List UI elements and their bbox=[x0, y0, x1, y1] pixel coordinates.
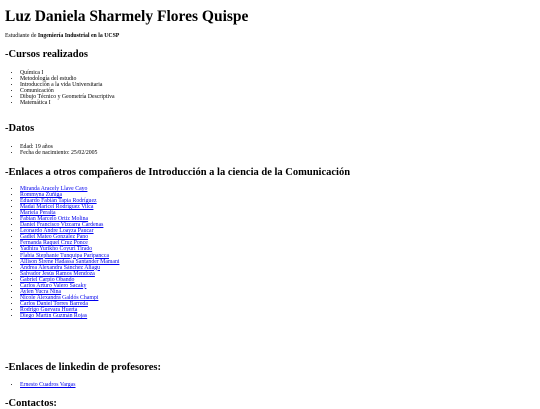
classmate-link[interactable]: Gabriel Carpio Obando bbox=[20, 276, 75, 283]
classmate-link[interactable]: Salvador Jesús Ramos Mendoza bbox=[20, 270, 95, 277]
course-item: Dibujo Técnico y Geometría Descriptiva bbox=[20, 94, 115, 101]
classmate-link[interactable]: Aylen Yucra Nina bbox=[20, 288, 62, 295]
professors-list bbox=[5, 382, 76, 388]
classmate-link[interactable]: Daniel Francisco Vizcarra Cárdenas bbox=[20, 222, 104, 229]
courses-list bbox=[5, 70, 115, 106]
personal-data-list bbox=[5, 144, 97, 156]
classmate-link[interactable]: Andrea Alexandra Sánchez Aliagu bbox=[20, 264, 100, 271]
classmate-link[interactable]: Fabian Marcelo Ortiz Molina bbox=[20, 216, 89, 223]
data-item: Fecha de nacimiento: 25/02/2005 bbox=[20, 150, 98, 157]
classmate-link[interactable]: Rommyna Zuñiga bbox=[20, 192, 63, 199]
classmate-link[interactable]: Fernanda Raquel Cruz Ponce bbox=[20, 240, 88, 247]
classmate-link[interactable]: Madai Maricel Rodríguez Vilca bbox=[20, 204, 94, 211]
page-title: Luz Daniela Sharmely Flores Quispe bbox=[5, 8, 249, 25]
subtitle-career: Ingeniería Industrial en la UCSP bbox=[37, 33, 120, 39]
classmate-link[interactable]: Leonardo Andre Loayza Paucar bbox=[20, 228, 94, 235]
list-item bbox=[20, 100, 115, 106]
classmate-link[interactable]: Allison Sirene Hadassa Santander Mamani bbox=[20, 258, 120, 265]
classmate-link[interactable]: Gadiel Mateo González Pano bbox=[20, 234, 89, 241]
course-item: Introducción a la vida Universitaria bbox=[20, 82, 103, 89]
list-item bbox=[20, 313, 120, 319]
classmate-link[interactable]: Rodrigo Guevara Huerta bbox=[20, 306, 78, 313]
classmate-link[interactable]: Carlos Daniel Torres Barreda bbox=[20, 300, 88, 307]
classmate-link[interactable]: Eduardo Fabián Tapia Rodríguez bbox=[20, 198, 97, 205]
professor-link[interactable]: Ernesto Cuadros Vargas bbox=[20, 382, 76, 388]
contacts-heading: -Contactos: bbox=[5, 398, 57, 409]
courses-heading: -Cursos realizados bbox=[5, 49, 88, 60]
course-item: Matemática I bbox=[20, 100, 51, 107]
course-item: Comunicación bbox=[20, 88, 54, 95]
linkedin-heading: -Enlaces de linkedin de profesores: bbox=[5, 362, 161, 373]
classmate-link[interactable]: Mariela Peralta bbox=[20, 210, 56, 217]
list-item bbox=[20, 150, 97, 156]
classmate-link[interactable]: Diego Martín Guzmán Rojas bbox=[20, 312, 88, 319]
list-item bbox=[20, 382, 76, 388]
student-subtitle bbox=[5, 33, 119, 39]
course-item: Química I bbox=[20, 70, 44, 76]
classmate-link[interactable]: Yadhira Yurikho Coyuri Tirado bbox=[20, 246, 93, 253]
subtitle-prefix: Estudiante de bbox=[5, 33, 38, 39]
classmates-list bbox=[5, 186, 120, 319]
classmate-link[interactable]: Nicole Alexandra Galdós Champi bbox=[20, 294, 99, 301]
data-heading: -Datos bbox=[5, 123, 35, 134]
classmate-link[interactable]: Carlos Arturo Valero Sacaky bbox=[20, 282, 87, 289]
classmate-link[interactable]: Miranda Aracely Llave Cayo bbox=[20, 186, 88, 192]
course-item: Metodología del estudio bbox=[20, 76, 77, 83]
classmates-heading: -Enlaces a otros compañeros de Introducción a la ciencia de la Comunicación bbox=[5, 167, 351, 178]
data-item: Edad: 19 años bbox=[20, 144, 53, 150]
classmate-link[interactable]: Flabia Stephanie Tunquipa Paripancca bbox=[20, 252, 110, 259]
